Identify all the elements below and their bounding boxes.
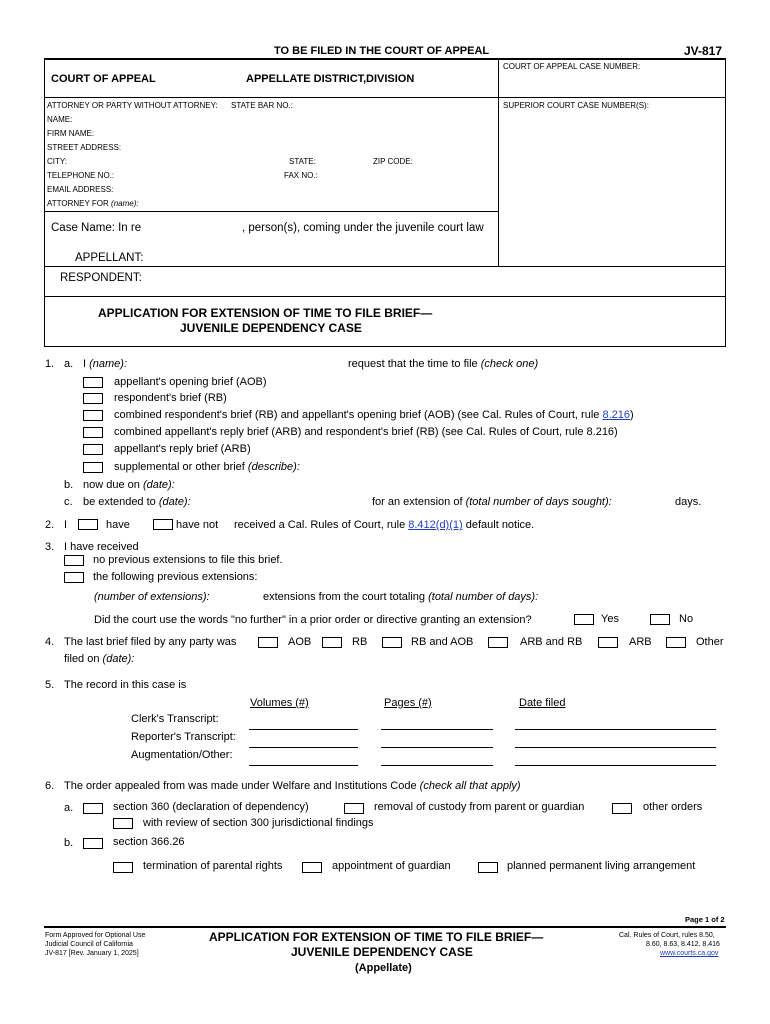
no-label: No	[679, 613, 694, 625]
checkbox-section-360[interactable]	[83, 803, 103, 814]
item5-number: 5.	[45, 679, 55, 691]
footer-rules-line1: Cal. Rules of Court, rules 8.50,	[619, 932, 715, 939]
checkbox-rb[interactable]	[83, 393, 103, 404]
clerks-volumes-field[interactable]	[249, 729, 358, 730]
have-not-label: have not	[176, 519, 219, 531]
have-label: have	[106, 519, 130, 531]
days-label: days.	[675, 496, 702, 508]
street-address-label: STREET ADDRESS:	[47, 143, 122, 152]
division-label: DIVISION	[366, 73, 415, 85]
item2-i: I	[64, 519, 68, 531]
form-number: JV-817	[684, 44, 723, 58]
clerks-pages-field[interactable]	[381, 729, 493, 730]
item6-a: a.	[64, 802, 74, 814]
superior-case-number-field[interactable]	[500, 112, 722, 152]
attorney-label: ATTORNEY OR PARTY WITHOUT ATTORNEY:	[47, 101, 218, 110]
planned-label: planned permanent living arrangement	[507, 860, 696, 872]
last-arb-label: ARB	[629, 636, 652, 648]
checkbox-yes[interactable]	[574, 614, 594, 625]
reporters-transcript-label: Reporter's Transcript:	[131, 731, 236, 743]
appellate-district-label: APPELLATE DISTRICT,	[246, 73, 367, 85]
court-of-appeal-label: COURT OF APPEAL	[51, 73, 156, 85]
checkbox-previous[interactable]	[64, 572, 84, 583]
checkbox-last-other[interactable]	[666, 637, 686, 648]
item1-number: 1.	[45, 358, 55, 370]
item2-number: 2.	[45, 519, 55, 531]
no-further-question: Did the court use the words "no further" in a prior order or directive granting an extension?	[94, 614, 532, 626]
appointment-label: appointment of guardian	[332, 860, 451, 872]
checkbox-no-previous[interactable]	[64, 555, 84, 566]
last-brief-label: The last brief filed by any party was	[64, 636, 237, 648]
item3-received: I have received	[64, 541, 139, 553]
item4-number: 4.	[45, 636, 55, 648]
coa-case-number-field[interactable]	[500, 72, 722, 94]
footer-title-line1: APPLICATION FOR EXTENSION OF TIME TO FILE BRIEF—	[209, 930, 544, 944]
form-approved: Form Approved for Optional Use	[45, 932, 146, 939]
review-300-label: with review of section 300 jurisdictional findings	[143, 817, 374, 829]
option-rb: respondent's brief (RB)	[114, 392, 227, 404]
reporters-date-field[interactable]	[515, 747, 716, 748]
checkbox-have[interactable]	[78, 519, 98, 530]
last-aob-label: AOB	[288, 636, 312, 648]
date-filed-header: Date filed	[519, 697, 566, 709]
page-number: Page 1 of 2	[685, 915, 725, 924]
checkbox-arb[interactable]	[83, 444, 103, 455]
other-orders-label: other orders	[643, 801, 703, 813]
judicial-council: Judicial Council of California	[45, 941, 133, 948]
attorney-for-label: ATTORNEY FOR (name):	[47, 199, 139, 208]
city-label: CITY:	[47, 157, 68, 166]
last-rb-label: RB	[352, 636, 368, 648]
checkbox-supplemental[interactable]	[83, 462, 103, 473]
option-rb-aob: combined respondent's brief (RB) and appellant's opening brief (AOB) (see Cal. Rules of Court, rule 8.216)	[114, 409, 634, 421]
section-360-label: section 360 (declaration of dependency)	[113, 801, 309, 813]
no-previous-label: no previous extensions to file this brief.	[93, 554, 283, 566]
extended-to-label: be extended to (date):	[83, 496, 191, 508]
form-title-line2: JUVENILE DEPENDENCY CASE	[180, 321, 362, 335]
filed-on-label: filed on (date):	[64, 653, 135, 665]
reporters-pages-field[interactable]	[381, 747, 493, 748]
last-rb-aob-label: RB and AOB	[411, 636, 474, 648]
now-due-label: now due on (date):	[83, 479, 175, 491]
extension-days-label: for an extension of (total number of days sought):	[372, 496, 612, 508]
number-extensions-label: (number of extensions):	[94, 591, 210, 603]
option-arb: appellant's reply brief (ARB)	[114, 443, 251, 455]
state-bar-label: STATE BAR NO.:	[231, 101, 293, 110]
item1-i: I (name):	[83, 358, 128, 370]
checkbox-appointment[interactable]	[302, 862, 322, 873]
checkbox-have-not[interactable]	[153, 519, 173, 530]
checkbox-last-arb[interactable]	[598, 637, 618, 648]
clerks-date-field[interactable]	[515, 729, 716, 730]
item6-b: b.	[64, 837, 74, 849]
fax-label: FAX NO.:	[284, 171, 318, 180]
superior-case-number-label: SUPERIOR COURT CASE NUMBER(S):	[503, 101, 649, 110]
footer-rules-line2: 8.60, 8.63, 8.412, 8.416	[646, 941, 720, 948]
option-arb-rb: combined appellant's reply brief (ARB) and respondent's brief (RB) (see Cal. Rules of Court, rule 8.216)	[114, 426, 618, 438]
checkbox-last-aob[interactable]	[258, 637, 278, 648]
checkbox-removal[interactable]	[344, 803, 364, 814]
extensions-total-label: extensions from the court totaling (total number of days):	[263, 591, 539, 603]
email-label: EMAIL ADDRESS:	[47, 185, 114, 194]
item1-a: a.	[64, 358, 74, 370]
checkbox-section-366[interactable]	[83, 838, 103, 849]
clerks-transcript-label: Clerk's Transcript:	[131, 713, 219, 725]
default-notice-text: received a Cal. Rules of Court, rule 8.412(d)(1) default notice.	[234, 519, 535, 531]
juvenile-court-text: , person(s), coming under the juvenile court law	[242, 222, 484, 234]
record-label: The record in this case is	[64, 679, 187, 691]
filing-instruction: TO BE FILED IN THE COURT OF APPEAL	[274, 45, 490, 57]
revision-date: JV-817 [Rev. January 1, 2025]	[45, 950, 139, 957]
form-title-line1: APPLICATION FOR EXTENSION OF TIME TO FILE BRIEF—	[98, 306, 433, 320]
case-name-label: Case Name: In re	[51, 222, 142, 234]
yes-label: Yes	[601, 613, 619, 625]
appellant-label: APPELLANT:	[75, 252, 144, 264]
courts-website-link[interactable]: www.courts.ca.gov	[660, 950, 719, 957]
checkbox-last-rb[interactable]	[322, 637, 342, 648]
firm-name-label: FIRM NAME:	[47, 129, 95, 138]
option-supplemental: supplemental or other brief (describe):	[114, 461, 300, 473]
augmentation-volumes-field[interactable]	[249, 765, 358, 766]
checkbox-last-arb-rb[interactable]	[488, 637, 508, 648]
pages-header: Pages (#)	[384, 697, 432, 709]
last-arb-rb-label: ARB and RB	[520, 636, 583, 648]
respondent-label: RESPONDENT:	[60, 272, 142, 284]
last-other-label: Other	[696, 636, 724, 648]
checkbox-aob[interactable]	[83, 377, 103, 388]
footer-title-line3: (Appellate)	[355, 962, 412, 974]
item1-request: request that the time to file (check one)	[348, 358, 539, 370]
rule-8216-link[interactable]: 8.216	[602, 409, 630, 421]
reporters-volumes-field[interactable]	[249, 747, 358, 748]
section-366-label: section 366.26	[113, 836, 185, 848]
checkbox-last-rb-aob[interactable]	[382, 637, 402, 648]
option-aob: appellant's opening brief (AOB)	[114, 376, 267, 388]
item1-c: c.	[64, 496, 73, 508]
previous-label: the following previous extensions:	[93, 571, 258, 583]
state-label: STATE:	[289, 157, 316, 166]
item1-b: b.	[64, 479, 74, 491]
checkbox-arb-rb[interactable]	[83, 427, 103, 438]
name-label: NAME:	[47, 115, 73, 124]
checkbox-rb-aob[interactable]	[83, 410, 103, 421]
order-appealed-label: The order appealed from was made under Welfare and Institutions Code (check all that apply)	[64, 780, 521, 792]
item6-number: 6.	[45, 780, 55, 792]
removal-label: removal of custody from parent or guardian	[374, 801, 585, 813]
augmentation-date-field[interactable]	[515, 765, 716, 766]
checkbox-review-300[interactable]	[113, 818, 133, 829]
termination-label: termination of parental rights	[143, 860, 283, 872]
volumes-header: Volumes (#)	[250, 697, 309, 709]
augmentation-label: Augmentation/Other:	[131, 749, 233, 761]
augmentation-pages-field[interactable]	[381, 765, 493, 766]
zip-label: ZIP CODE:	[373, 157, 413, 166]
telephone-label: TELEPHONE NO.:	[47, 171, 115, 180]
checkbox-no[interactable]	[650, 614, 670, 625]
item3-number: 3.	[45, 541, 55, 553]
checkbox-planned[interactable]	[478, 862, 498, 873]
checkbox-termination[interactable]	[113, 862, 133, 873]
rule-8412-link[interactable]: 8.412(d)(1)	[408, 519, 463, 531]
checkbox-other-orders[interactable]	[612, 803, 632, 814]
footer-title-line2: JUVENILE DEPENDENCY CASE	[291, 945, 473, 959]
coa-case-number-label: COURT OF APPEAL CASE NUMBER:	[503, 62, 641, 71]
